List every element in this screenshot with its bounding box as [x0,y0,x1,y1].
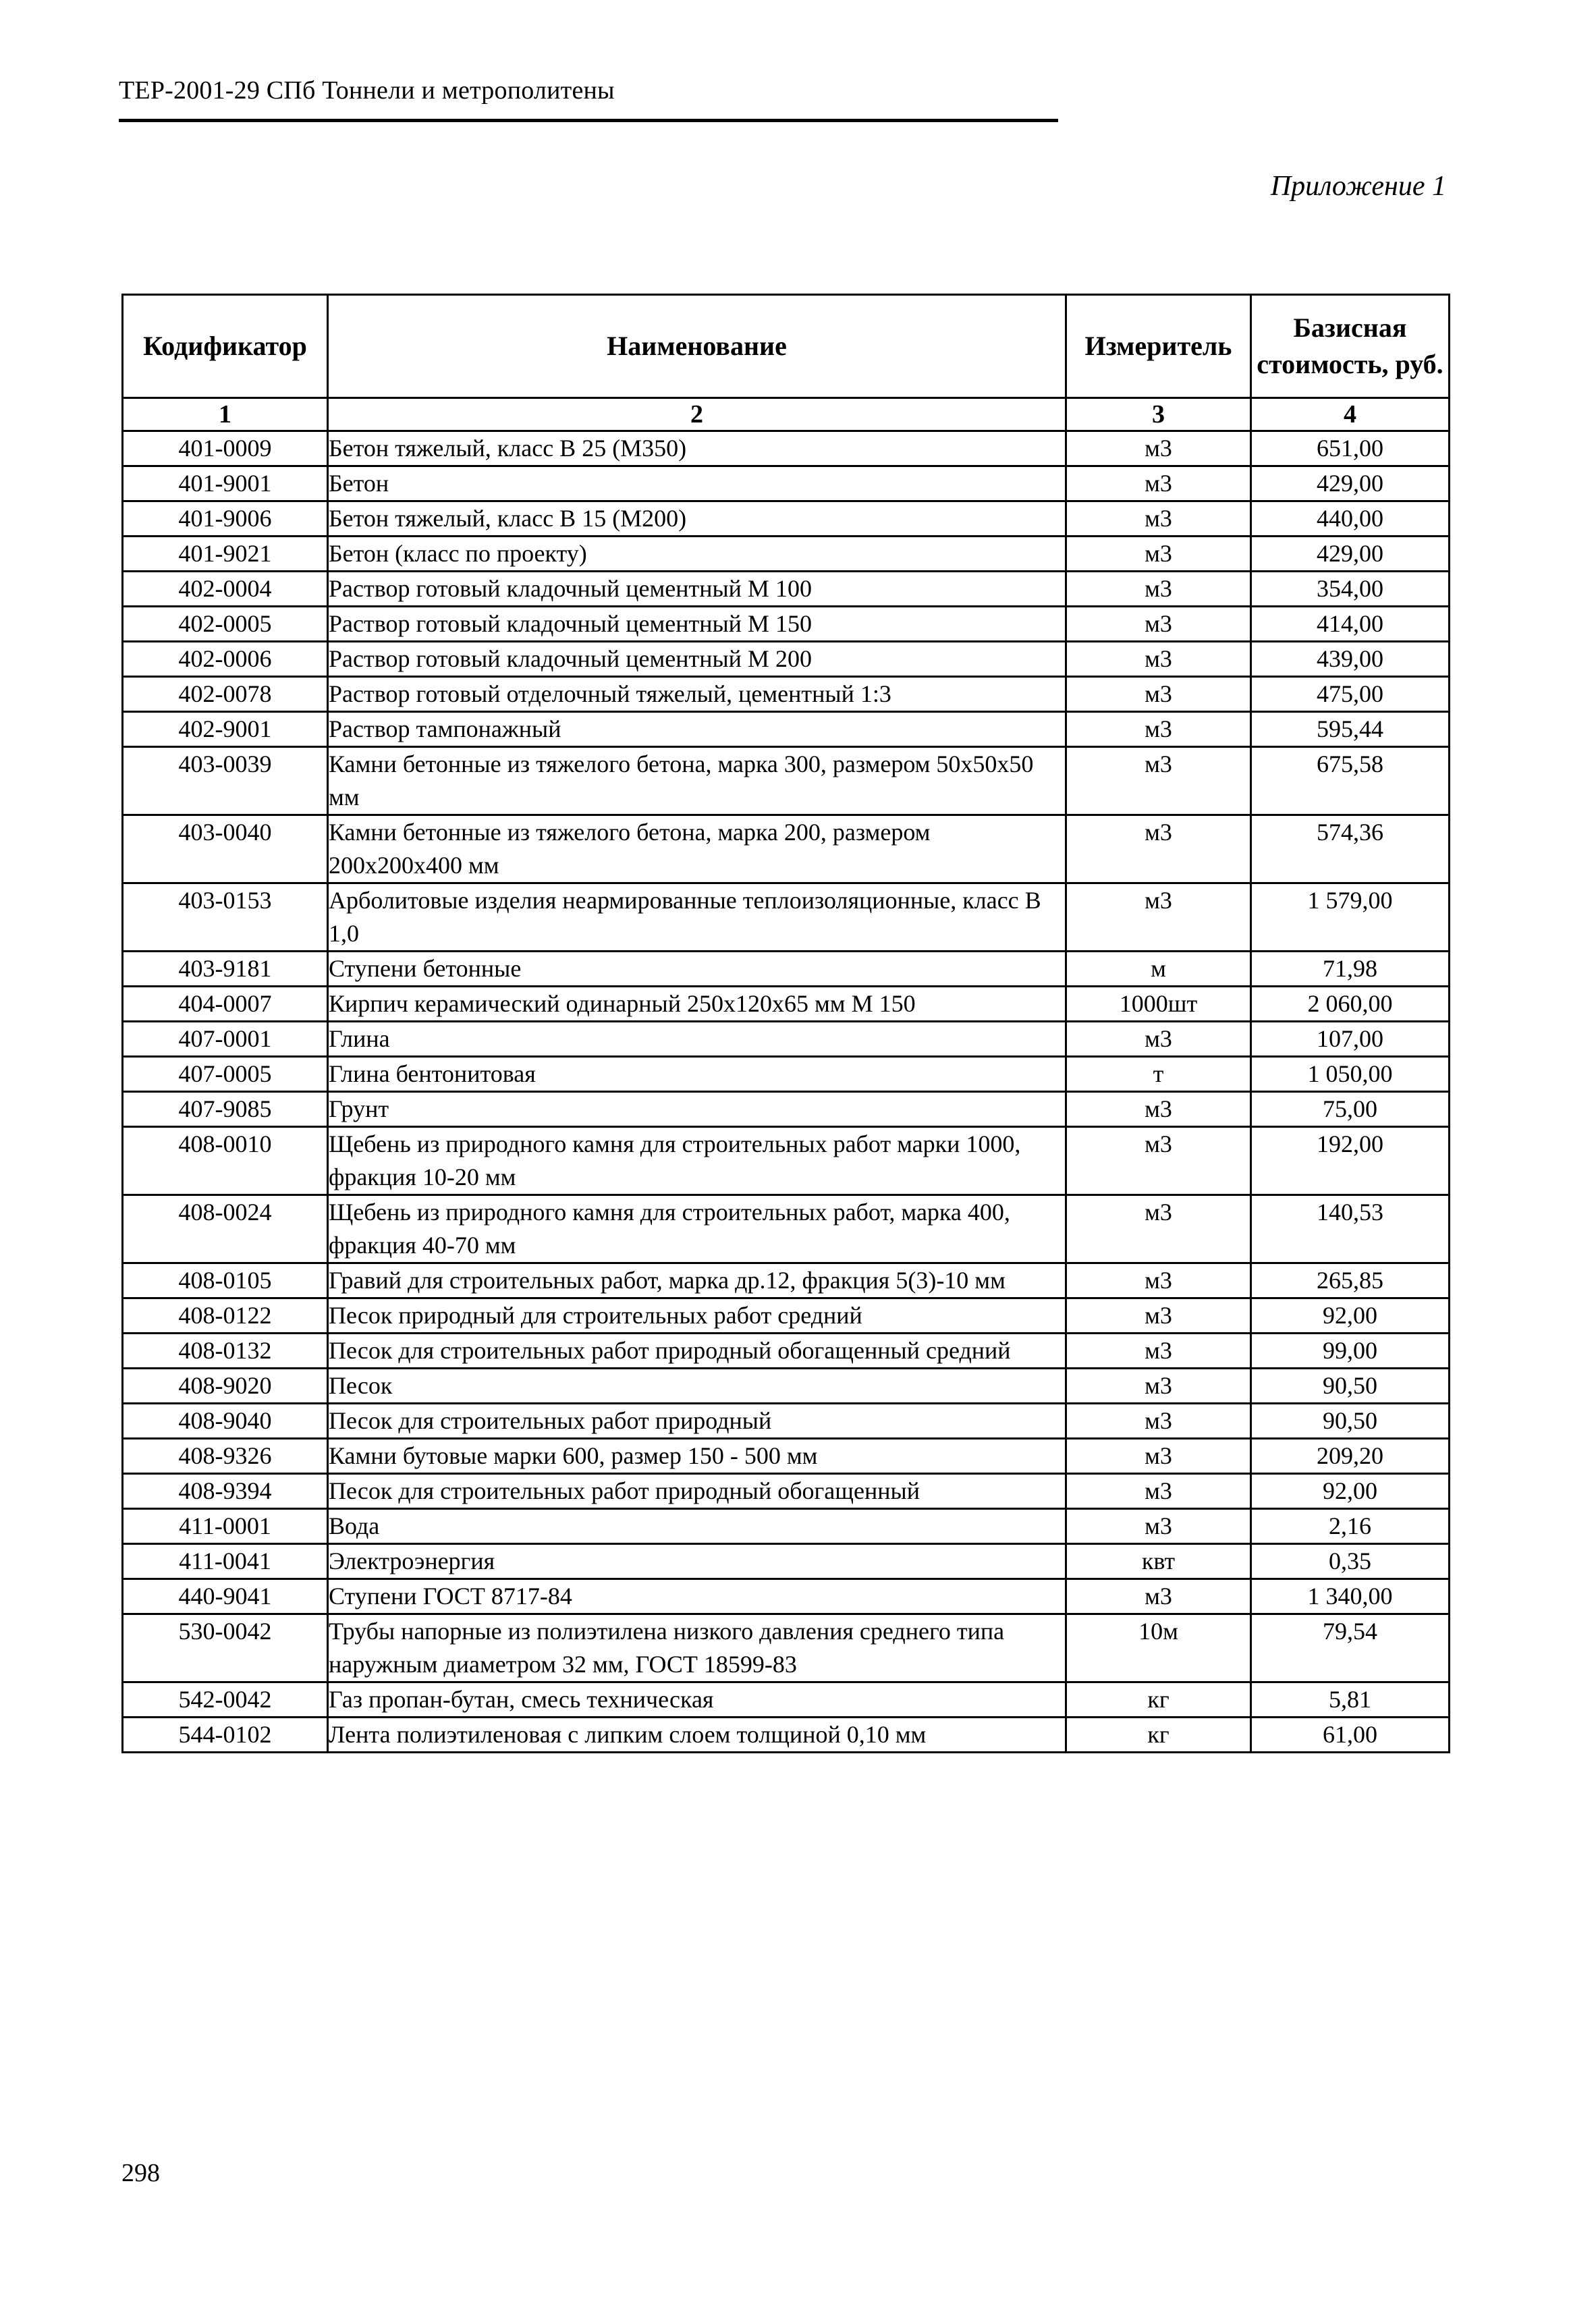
cell-name: Электроэнергия [328,1544,1066,1579]
cell-code: 402-0078 [123,677,328,712]
cell-price: 440,00 [1251,501,1450,537]
cell-name: Лента полиэтиленовая с липким слоем толщиной 0,10 мм [328,1718,1066,1753]
header-divider [119,119,1058,122]
cell-price: 265,85 [1251,1263,1450,1298]
column-number: 3 [1066,398,1251,431]
cell-code: 403-9181 [123,952,328,987]
table-row [123,1474,1450,1509]
cell-unit: м3 [1066,1022,1251,1057]
cell-name: Гравий для строительных работ, марка др.12, фракция 5(3)-10 мм [328,1263,1066,1298]
table-row [123,1092,1450,1127]
cell-unit: м3 [1066,677,1251,712]
cell-unit: квт [1066,1544,1251,1579]
cell-name: Камни бетонные из тяжелого бетона, марка 300, размером 50x50x50 мм [328,747,1066,815]
cell-unit: м3 [1066,815,1251,883]
table-row [123,1509,1450,1544]
cell-name: Песок для строительных работ природный обогащенный средний [328,1334,1066,1369]
cell-name: Грунт [328,1092,1066,1127]
table-row [123,1127,1450,1195]
cell-code: 403-0040 [123,815,328,883]
table-row [123,607,1450,642]
cell-name: Газ пропан-бутан, смесь техническая [328,1682,1066,1718]
cell-name: Раствор готовый кладочный цементный М 200 [328,642,1066,677]
cell-price: 5,81 [1251,1682,1450,1718]
cell-price: 1 050,00 [1251,1057,1450,1092]
cell-name: Раствор готовый кладочный цементный М 100 [328,572,1066,607]
cell-name: Трубы напорные из полиэтилена низкого давления среднего типа наружным диаметром 32 мм, ГОСТ 18599-83 [328,1614,1066,1682]
table-row [123,537,1450,572]
table-row [123,815,1450,883]
cell-code: 408-0010 [123,1127,328,1195]
cell-name: Щебень из природного камня для строительных работ марки 1000, фракция 10-20 мм [328,1127,1066,1195]
cell-code: 402-9001 [123,712,328,747]
cell-code: 402-0005 [123,607,328,642]
cell-unit: м3 [1066,607,1251,642]
cell-price: 79,54 [1251,1614,1450,1682]
cell-price: 675,58 [1251,747,1450,815]
cell-price: 574,36 [1251,815,1450,883]
cell-code: 544-0102 [123,1718,328,1753]
cell-price: 90,50 [1251,1404,1450,1439]
table-row [123,642,1450,677]
table-body [123,431,1450,1753]
column-header-unit: Измеритель [1066,295,1251,398]
column-header-name: Наименование [328,295,1066,398]
cell-code: 530-0042 [123,1614,328,1682]
cell-price: 61,00 [1251,1718,1450,1753]
cell-name: Ступени ГОСТ 8717-84 [328,1579,1066,1614]
cell-price: 414,00 [1251,607,1450,642]
cell-unit: м3 [1066,1579,1251,1614]
cell-price: 192,00 [1251,1127,1450,1195]
cell-unit: м3 [1066,747,1251,815]
cell-price: 92,00 [1251,1474,1450,1509]
cell-code: 401-9006 [123,501,328,537]
column-number: 2 [328,398,1066,431]
cell-code: 402-0006 [123,642,328,677]
column-header-code: Кодификатор [123,295,328,398]
cell-code: 408-9394 [123,1474,328,1509]
cell-code: 401-0009 [123,431,328,466]
cell-unit: м3 [1066,1298,1251,1334]
cell-name: Глина бентонитовая [328,1057,1066,1092]
cell-unit: м3 [1066,883,1251,952]
cell-unit: м3 [1066,1092,1251,1127]
cell-code: 402-0004 [123,572,328,607]
cell-code: 542-0042 [123,1682,328,1718]
cell-name: Раствор готовый отделочный тяжелый, цементный 1:3 [328,677,1066,712]
cell-unit: м3 [1066,1509,1251,1544]
cell-price: 595,44 [1251,712,1450,747]
cell-unit: м3 [1066,642,1251,677]
cell-price: 71,98 [1251,952,1450,987]
cell-code: 440-9041 [123,1579,328,1614]
cell-name: Песок для строительных работ природный обогащенный [328,1474,1066,1509]
cell-price: 209,20 [1251,1439,1450,1474]
cell-name: Бетон тяжелый, класс В 15 (М200) [328,501,1066,537]
cell-price: 75,00 [1251,1092,1450,1127]
table-row [123,572,1450,607]
cell-code: 407-9085 [123,1092,328,1127]
table-row [123,1298,1450,1334]
cell-name: Ступени бетонные [328,952,1066,987]
cell-code: 404-0007 [123,987,328,1022]
cell-unit: м3 [1066,1404,1251,1439]
cell-price: 429,00 [1251,466,1450,501]
cell-unit: м3 [1066,572,1251,607]
cell-unit: 10м [1066,1614,1251,1682]
cell-price: 92,00 [1251,1298,1450,1334]
table-row [123,1195,1450,1263]
cell-name: Вода [328,1509,1066,1544]
table-row [123,987,1450,1022]
cell-price: 439,00 [1251,642,1450,677]
cell-code: 408-0024 [123,1195,328,1263]
cell-unit: м3 [1066,537,1251,572]
page-number: 298 [121,2159,160,2187]
cell-unit: м3 [1066,712,1251,747]
cell-unit: м3 [1066,1195,1251,1263]
cell-code: 408-0132 [123,1334,328,1369]
table-row [123,431,1450,466]
cell-price: 475,00 [1251,677,1450,712]
cell-name: Песок природный для строительных работ средний [328,1298,1066,1334]
table-row [123,1369,1450,1404]
cell-price: 1 340,00 [1251,1579,1450,1614]
cell-price: 354,00 [1251,572,1450,607]
cell-code: 403-0153 [123,883,328,952]
cell-name: Бетон [328,466,1066,501]
appendix-label: Приложение 1 [1270,171,1446,202]
table-row [123,1439,1450,1474]
table-row [123,883,1450,952]
cell-unit: кг [1066,1682,1251,1718]
cell-price: 2,16 [1251,1509,1450,1544]
table-row [123,1579,1450,1614]
table-row [123,1682,1450,1718]
cell-unit: 1000шт [1066,987,1251,1022]
cell-code: 407-0001 [123,1022,328,1057]
cell-price: 99,00 [1251,1334,1450,1369]
cell-name: Раствор тампонажный [328,712,1066,747]
cell-unit: м3 [1066,1369,1251,1404]
cell-name: Песок [328,1369,1066,1404]
table-row [123,1057,1450,1092]
table-row [123,1404,1450,1439]
cell-unit: м3 [1066,501,1251,537]
cell-price: 651,00 [1251,431,1450,466]
cell-name: Щебень из природного камня для строительных работ, марка 400, фракция 40-70 мм [328,1195,1066,1263]
cell-price: 1 579,00 [1251,883,1450,952]
cell-unit: м3 [1066,1439,1251,1474]
cell-price: 2 060,00 [1251,987,1450,1022]
table-row [123,747,1450,815]
cell-code: 401-9021 [123,537,328,572]
table-row [123,712,1450,747]
cell-name: Камни бутовые марки 600, размер 150 - 500 мм [328,1439,1066,1474]
cell-price: 107,00 [1251,1022,1450,1057]
cell-code: 408-9326 [123,1439,328,1474]
cell-unit: м3 [1066,1334,1251,1369]
cell-code: 408-0105 [123,1263,328,1298]
column-number: 1 [123,398,328,431]
table-row [123,1614,1450,1682]
table-row [123,952,1450,987]
column-header-price: Базисная стоимость, руб. [1251,295,1450,398]
table-row [123,1334,1450,1369]
cell-code: 408-9020 [123,1369,328,1404]
cell-code: 411-0041 [123,1544,328,1579]
column-number-row [123,398,1450,431]
cell-price: 429,00 [1251,537,1450,572]
cell-price: 90,50 [1251,1369,1450,1404]
cell-unit: т [1066,1057,1251,1092]
table-row [123,1718,1450,1753]
table-row [123,677,1450,712]
table-header-row [123,295,1450,398]
column-number: 4 [1251,398,1450,431]
cell-name: Камни бетонные из тяжелого бетона, марка 200, размером 200x200x400 мм [328,815,1066,883]
cell-name: Арболитовые изделия неармированные теплоизоляционные, класс В 1,0 [328,883,1066,952]
cell-name: Кирпич керамический одинарный 250x120x65 мм М 150 [328,987,1066,1022]
table-row [123,501,1450,537]
cell-unit: м3 [1066,431,1251,466]
cell-unit: м3 [1066,1474,1251,1509]
cell-price: 0,35 [1251,1544,1450,1579]
cell-name: Бетон (класс по проекту) [328,537,1066,572]
table-row [123,1544,1450,1579]
table-row [123,1022,1450,1057]
cell-unit: кг [1066,1718,1251,1753]
materials-price-table [121,294,1450,1753]
table-row [123,466,1450,501]
cell-code: 403-0039 [123,747,328,815]
cell-name: Раствор готовый кладочный цементный М 150 [328,607,1066,642]
document-header-title: ТЕР-2001-29 СПб Тоннели и метрополитены [119,76,615,105]
cell-unit: м3 [1066,1127,1251,1195]
cell-unit: м [1066,952,1251,987]
cell-code: 408-9040 [123,1404,328,1439]
cell-unit: м3 [1066,1263,1251,1298]
table-row [123,1263,1450,1298]
cell-name: Бетон тяжелый, класс В 25 (М350) [328,431,1066,466]
cell-price: 140,53 [1251,1195,1450,1263]
cell-name: Песок для строительных работ природный [328,1404,1066,1439]
cell-code: 407-0005 [123,1057,328,1092]
cell-name: Глина [328,1022,1066,1057]
cell-code: 411-0001 [123,1509,328,1544]
cell-code: 401-9001 [123,466,328,501]
cell-code: 408-0122 [123,1298,328,1334]
cell-unit: м3 [1066,466,1251,501]
